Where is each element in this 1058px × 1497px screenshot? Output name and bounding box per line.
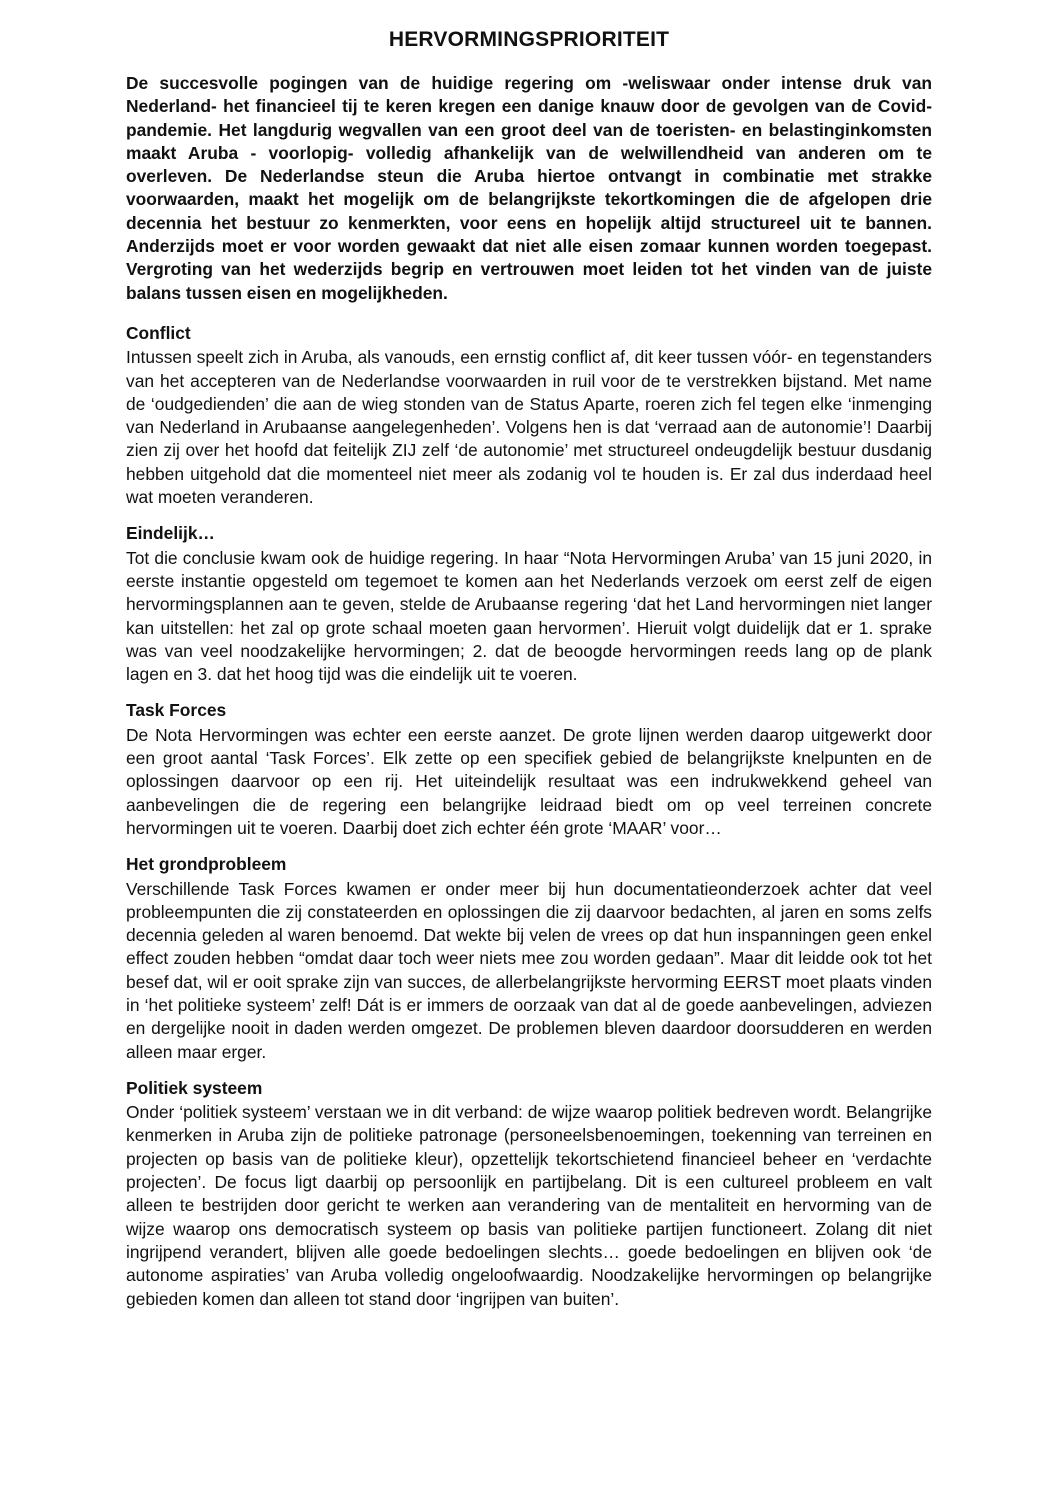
section-task-forces: [126, 699, 932, 840]
intro-paragraph: De succesvolle pogingen van de huidige regering om -weliswaar onder intense druk van Nederland- het financieel tij te keren kregen een danige knauw door de gevolgen van de Covid-pandemie. Het langdurig wegvallen van een groot deel van de toeristen- en belastinginkomsten maakt Aruba - voorlopig- volledig afhankelijk van de welwillendheid van anderen om te overleven. De Nederlandse steun die Aruba hiertoe ontvangt in combinatie met strakke voorwaarden, maakt het mogelijk om de belangrijkste tekortkomingen die de afgelopen drie decennia het bestuur zo kenmerkten, voor eens en hopelijk altijd structureel uit te bannen. Anderzijds moet er voor worden gewaakt dat niet alle eisen zomaar kunnen worden toegepast. Vergroting van het wederzijds begrip en vertrouwen moet leiden tot het vinden van de juiste balans tussen eisen en mogelijkheden.: [126, 73, 932, 303]
section-heading: Task Forces: [126, 700, 227, 721]
section-body: Tot die conclusie kwam ook de huidige regering. In haar “Nota Hervormingen Aruba’ van 15 juni 2020, in eerste instantie opgesteld om tegemoet te komen aan het Nederlands verzoek om eerst zelf de eigen hervormingsplannen aan te geven, stelde de Arubaanse regering ‘dat het Land hervormingen niet langer kan uitstellen: het zal op grote schaal moeten gaan hervormen’. Hieruit volgt duidelijk dat er 1. sprake was van veel noodzakelijke hervormingen; 2. dat de beoogde hervormingen reeds lang op de plank lagen en 3. dat het hoog tijd was die eindelijk uit te voeren.: [126, 547, 932, 685]
section-heading: Het grondprobleem: [126, 854, 287, 875]
section-body: De Nota Hervormingen was echter een eerste aanzet. De grote lijnen werden daarop uitgewerkt door een groot aantal ‘Task Forces’. Elk zette op een specifiek gebied de belangrijkste knelpunten en de oplossingen daarvoor op een rij. Het uiteindelijk resultaat was een indrukwekkend geheel van aanbevelingen die de regering een belangrijke leidraad biedt om op veel terreinen concrete hervormingen uit te voeren. Daarbij doet zich echter één grote ‘MAAR’ voor…: [126, 724, 932, 838]
section-conflict: [126, 322, 932, 509]
section-eindelijk: [126, 522, 932, 686]
section-heading: Conflict: [126, 322, 191, 343]
section-politiek-systeem: [126, 1077, 932, 1311]
document-page: [126, 26, 932, 1324]
section-body: Intussen speelt zich in Aruba, als vanouds, een ernstig conflict af, dit keer tussen vóór- en tegenstanders van het accepteren van de Nederlandse voorwaarden in ruil voor de te verstrekken bijstand. Met name de ‘oudgedienden’ die aan de wieg stonden van de Status Aparte, roeren zich fel tegen elke ‘inmenging van Nederland in Arubaanse aangelegenheden’. Volgens hen is dat ‘verraad aan de autonomie’! Daarbij zien zij over het hoofd dat feitelijk ZIJ zelf ‘de autonomie’ met structureel ondeugdelijk bestuur dusdanig hebben uitgehold dat die momenteel niet meer als zodanig vol te houden is. Er zal dus inderdaad heel wat moeten veranderen.: [126, 347, 932, 508]
section-het-grondprobleem: [126, 853, 932, 1064]
section-heading: Eindelijk…: [126, 523, 215, 544]
section-heading: Politiek systeem: [126, 1077, 263, 1098]
section-body: Verschillende Task Forces kwamen er onder meer bij hun documentatieonderzoek achter dat veel probleempunten die zij constateerden en oplossingen die zij daarvoor bedachten, al jaren en soms zelfs decennia geleden al waren benoemd. Dat wekte bij velen de vrees op dat hun inspanningen geen enkel effect zouden hebben “omdat daar toch weer niets mee zou worden gedaan”. Maar dit leidde ook tot het besef dat, wil er ooit sprake zijn van succes, de allerbelangrijkste hervorming EERST moet plaats vinden in ‘het politieke systeem’ zelf! Dát is er immers de oorzaak van dat al de goede aanbevelingen, adviezen en dergelijke nooit in daden werden omgezet. De problemen bleven daardoor doorsudderen en werden alleen maar erger.: [126, 878, 932, 1062]
document-title: HERVORMINGSPRIORITEIT: [388, 28, 670, 51]
section-body: Onder ‘politiek systeem’ verstaan we in dit verband: de wijze waarop politiek bedreven wordt. Belangrijke kenmerken in Aruba zijn de politieke patronage (personeelsbenoemingen, toekenning van terreinen en projecten op basis van de politieke kleur), opzettelijk tekortschietend financieel beheer en ‘verdachte projecten’. De focus ligt daarbij op persoonlijk en partijbelang. Dit is een cultureel probleem en valt alleen te bestrijden door gericht te werken aan verandering van de mentaliteit en hervorming van de wijze waarop ons democratisch systeem op basis van politieke partijen functioneert. Zolang dit niet ingrijpend verandert, blijven alle goede bedoelingen slechts… goede bedoelingen en blijven ook ‘de autonome aspiraties’ van Aruba volledig ongeloofwaardig. Noodzakelijke hervormingen op belangrijke gebieden komen dan alleen tot stand door ‘ingrijpen van buiten’.: [126, 1102, 932, 1309]
